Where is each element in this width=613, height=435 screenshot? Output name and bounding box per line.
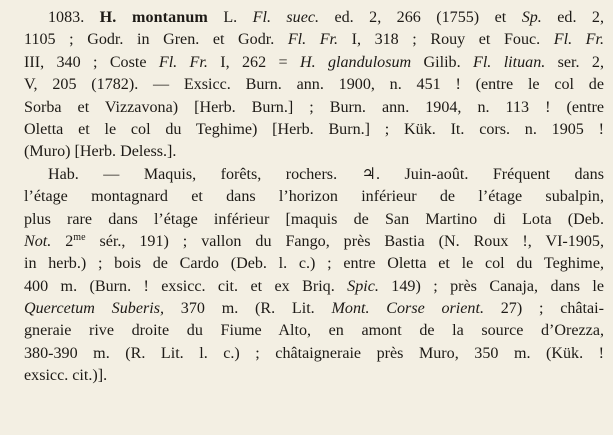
italic-run: Fl. Fr. — [553, 31, 604, 49]
text-run: 1105 ; Godr. in Gren. et Godr. — [24, 31, 288, 49]
text-run: L. — [207, 9, 253, 26]
species-entry — [24, 7, 604, 164]
text-run: sér., 191) ; vallon du Fango, près Bastia (N. Roux !, VI-1905, — [85, 232, 604, 250]
entry-line-4 — [24, 74, 604, 96]
entry-line-2 — [24, 29, 604, 51]
text-run: Sorba et Vizzavona) [Herb. Burn.] ; Burn. ann. 1904, n. 113 ! (entre — [24, 98, 604, 116]
entry-line-1-rest — [208, 9, 604, 26]
habitat-line-5 — [24, 253, 604, 275]
text-run: III, 340 ; Coste — [24, 53, 159, 71]
text-run: plus rare dans l’étage inférieur [maquis de San Martino di Lota (Deb. — [24, 210, 604, 228]
text-run: Oletta et le col du Teghime) [Herb. Burn.] ; Kük. It. cors. n. 1905 ! — [24, 120, 604, 138]
entry-line-5 — [24, 97, 604, 119]
habitat-line-3 — [24, 209, 604, 231]
entry-number: 1083. — [48, 9, 85, 26]
text-run: 380-390 m. (R. Lit. l. c.) ; châtaigneraie près Muro, 350 m. (Kük. ! — [24, 344, 604, 362]
text-run: 370 m. (R. Lit. — [164, 300, 332, 318]
habitat-line-8 — [24, 320, 604, 342]
text-run: ed. 2, — [541, 9, 604, 26]
habitat-line-10 — [24, 365, 604, 387]
text-run: I, 318 ; Rouy et Fouc. — [338, 31, 554, 49]
entry-line-7 — [24, 141, 604, 163]
italic-run: Fl. Fr. — [287, 31, 339, 49]
italic-run: Spic. — [347, 277, 379, 295]
habitat-line-2 — [24, 186, 604, 208]
text-run: ed. 2, 266 (1755) et — [319, 9, 522, 26]
text-run: I, 262 = — [207, 53, 300, 71]
italic-run: Sp. — [521, 9, 542, 26]
text-run: 2 — [51, 232, 74, 250]
habitat-line-7 — [24, 298, 604, 320]
italic-run: Fl. lituan. — [473, 53, 546, 71]
habitat-line-9 — [24, 343, 604, 365]
italic-run: Quercetum Suberis, — [24, 300, 164, 318]
text-run: 27) ; châtai- — [483, 300, 605, 318]
italic-run: Fl. Fr. — [158, 53, 208, 71]
text-run: l’étage montagnard et dans l’horizon inférieur de l’étage subalpin, — [24, 188, 604, 206]
habitat-line-1 — [24, 164, 604, 186]
italic-run: Not. — [24, 232, 52, 250]
text-run: (Muro) [Herb. Deless.]. — [24, 143, 177, 161]
text-run: exsicc. cit.)]. — [24, 367, 108, 385]
habitat-paragraph — [24, 164, 604, 388]
text-run: in herb.) ; bois de Cardo (Deb. l. c.) ; entre Oletta et le col du Teghime, — [24, 255, 604, 273]
text-run: gneraie rive droite du Fiume Alto, en amont de la source d’Orezza, — [24, 322, 604, 340]
italic-run: Fl. suec. — [252, 9, 320, 26]
entry-line-3 — [24, 52, 604, 74]
habitat-line-6 — [24, 276, 604, 298]
text-run: V, 205 (1782). — Exsicc. Burn. ann. 1900, n. 451 ! (entre le col de — [24, 76, 604, 94]
italic-run: H. glandulosum — [299, 53, 412, 71]
text-run: ser. 2, — [545, 53, 604, 71]
text-run: 149) ; près Canaja, dans le — [378, 277, 604, 295]
italic-run: Mont. Corse orient. — [331, 300, 484, 318]
entry-line-1 — [24, 7, 604, 29]
text-run: Gilib. — [411, 53, 473, 71]
text-run: 400 m. (Burn. ! exsicc. cit. et ex Briq. — [24, 277, 348, 295]
superscript-run: me — [73, 231, 86, 243]
entry-line-6 — [24, 119, 604, 141]
habitat-line-4 — [24, 231, 604, 253]
species-name: H. montanum — [99, 9, 208, 26]
text-run: Hab. — Maquis, forêts, rochers. ♃. Juin-août. Fréquent dans — [48, 165, 604, 183]
